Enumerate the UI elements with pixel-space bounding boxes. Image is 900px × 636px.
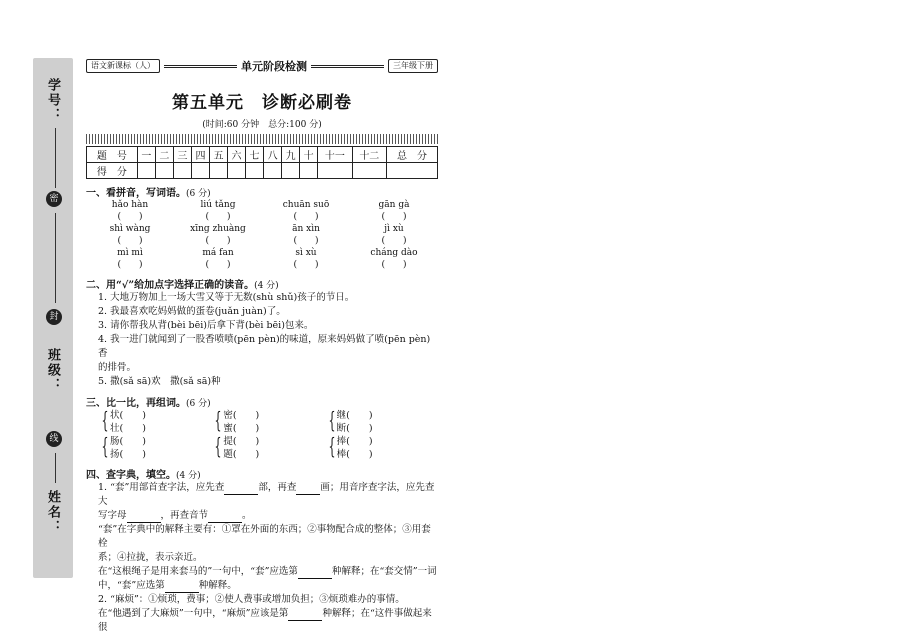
left-column (86, 58, 438, 635)
score-header: 总 分 (387, 147, 438, 163)
pinyin-item[interactable]: sì xù ( ) (293, 248, 319, 270)
pinyin-item[interactable]: shì wàng ( ) (109, 224, 151, 246)
pinyin-item[interactable]: hǎo hàn ( ) (111, 200, 149, 222)
question-item: 2. “麻烦”：①烦琐，费事；②使人费事或增加负担；③烦琐难办的事情。 (98, 594, 405, 605)
score-cell[interactable] (264, 163, 282, 179)
divider (55, 213, 56, 303)
edition-tag: 语文新课标（人） (86, 59, 160, 73)
question-item: 4. 我一进门就闻到了一股香喷喷(pēn pèn)的味道，原来妈妈做了喷(pēn pèn)香 (98, 334, 431, 359)
compare-group[interactable]: { 捧( ) 棒( ) (328, 435, 373, 460)
score-header: 十一 (318, 147, 352, 163)
score-header: 七 (246, 147, 264, 163)
score-cell[interactable] (228, 163, 246, 179)
score-header: 十 (300, 147, 318, 163)
class-label: 班级： (45, 348, 60, 393)
score-header: 十二 (352, 147, 386, 163)
score-row-label: 得 分 (87, 163, 138, 179)
score-cell[interactable] (352, 163, 386, 179)
score-header: 一 (137, 147, 155, 163)
pinyin-item[interactable]: ān xìn ( ) (292, 224, 320, 246)
name-label: 姓名： (45, 490, 60, 535)
score-cell[interactable] (155, 163, 173, 179)
score-header: 九 (282, 147, 300, 163)
compare-group[interactable]: { 继( ) 断( ) (328, 409, 373, 434)
header-title: 单元阶段检测 (241, 60, 307, 73)
compare-group[interactable]: { 肠( ) 扬( ) (101, 435, 146, 460)
brace-icon: { (101, 435, 109, 460)
question-item-cont: 系；④拉拢，表示亲近。 (98, 552, 203, 563)
section-heading: 四、查字典，填空。(4 分) (86, 470, 201, 481)
pinyin-row (86, 199, 438, 223)
pinyin-item[interactable]: má fan ( ) (202, 248, 234, 270)
question-item: 2. 我最喜欢吃妈妈做的蛋卷(juǎn juàn)了。 (98, 306, 286, 317)
grade-tag: 三年级下册 (388, 59, 438, 73)
score-cell[interactable] (209, 163, 227, 179)
section-heading: 三、比一比，再组词。(6 分) (86, 398, 211, 409)
seal-mark: 线 (46, 431, 62, 447)
exam-info: (时间:60 分钟 总分:100 分) (202, 120, 322, 130)
score-cell[interactable] (173, 163, 191, 179)
score-cell[interactable] (318, 163, 352, 179)
pinyin-item[interactable]: gān gà ( ) (378, 200, 410, 222)
question-item: 1. “套”用部首查字法，应先查 部，再查 画；用音序查字法，应先查大 (98, 482, 435, 507)
divider (55, 128, 56, 188)
pinyin-item[interactable]: chuān suō ( ) (282, 200, 330, 222)
pinyin-row (86, 247, 438, 271)
pinyin-item[interactable]: liú tǎng ( ) (200, 200, 236, 222)
question-item-cont: 在“他遇到了大麻烦”一句中，“麻烦”应该是第 种解释；在“这件事做起来很 (98, 608, 432, 633)
question-item: 3. 请你帮我从背(bèi bēi)后拿下背(bèi bēi)包来。 (98, 320, 314, 331)
divider (164, 65, 237, 68)
score-header: 三 (173, 147, 191, 163)
score-cell[interactable] (300, 163, 318, 179)
brace-icon: { (214, 435, 222, 460)
question-item: 1. 大地万物加上一场大雪又等于无数(shù shǔ)孩子的节日。 (98, 292, 355, 303)
answer-blank[interactable] (298, 578, 332, 579)
divider (55, 453, 56, 483)
score-header: 二 (155, 147, 173, 163)
score-cell[interactable] (282, 163, 300, 179)
pinyin-item[interactable]: xīng zhuàng ( ) (190, 224, 246, 246)
page-title: 第五单元 诊断必刷卷 (172, 93, 352, 113)
pinyin-row (86, 223, 438, 247)
question-item-cont: “套”在字典中的解释主要有：①罩在外面的东西；②事物配合成的整体；③用套栓 (98, 524, 431, 549)
section-heading: 二、用“√”给加点字选择正确的读音。(4 分) (86, 280, 279, 291)
decorative-bar (86, 134, 438, 144)
compare-group[interactable]: { 密( ) 蜜( ) (214, 409, 260, 434)
question-item-cont: 中，“套”应选第 种解释。 (98, 580, 237, 591)
compare-group[interactable]: { 提( ) 题( ) (214, 435, 260, 460)
score-header: 八 (264, 147, 282, 163)
score-cell[interactable] (246, 163, 264, 179)
divider (311, 65, 384, 68)
compare-group[interactable]: { 状( ) 壮( ) (101, 409, 146, 434)
page-header (86, 58, 438, 74)
question-item-cont: 在“这根绳子是用来套马的”一句中，“套”应选第 种解释；在“套交情”一词 (98, 566, 437, 577)
seal-mark: 密 (46, 191, 62, 207)
pinyin-item[interactable]: jì xù ( ) (381, 224, 407, 246)
score-cell[interactable] (191, 163, 209, 179)
brace-icon: { (328, 409, 336, 434)
question-item-cont: 写字母 ，再查音节 。 (98, 510, 252, 521)
question-item-cont: 的排骨。 (98, 362, 137, 373)
binding-margin (33, 58, 73, 578)
answer-blank[interactable] (224, 494, 258, 495)
student-id-label: 学号： (45, 78, 60, 123)
compare-row (86, 409, 438, 435)
brace-icon: { (328, 435, 336, 460)
section-heading: 一、看拼音，写词语。(6 分) (86, 188, 211, 199)
pinyin-item[interactable]: cháng dào ( ) (370, 248, 418, 270)
compare-row (86, 435, 438, 461)
score-table (86, 146, 438, 179)
pinyin-item[interactable]: mì mì ( ) (117, 248, 143, 270)
score-header: 六 (228, 147, 246, 163)
question-item: 5. 撒(sǎ sā)欢 撒(sǎ sā)种 (98, 376, 221, 387)
brace-icon: { (101, 409, 109, 434)
score-cell[interactable] (387, 163, 438, 179)
brace-icon: { (214, 409, 222, 434)
score-cell[interactable] (137, 163, 155, 179)
answer-blank[interactable] (288, 620, 322, 621)
seal-mark: 封 (46, 309, 62, 325)
score-header: 题 号 (87, 147, 138, 163)
answer-blank[interactable] (296, 494, 320, 495)
score-header: 四 (191, 147, 209, 163)
score-header: 五 (209, 147, 227, 163)
